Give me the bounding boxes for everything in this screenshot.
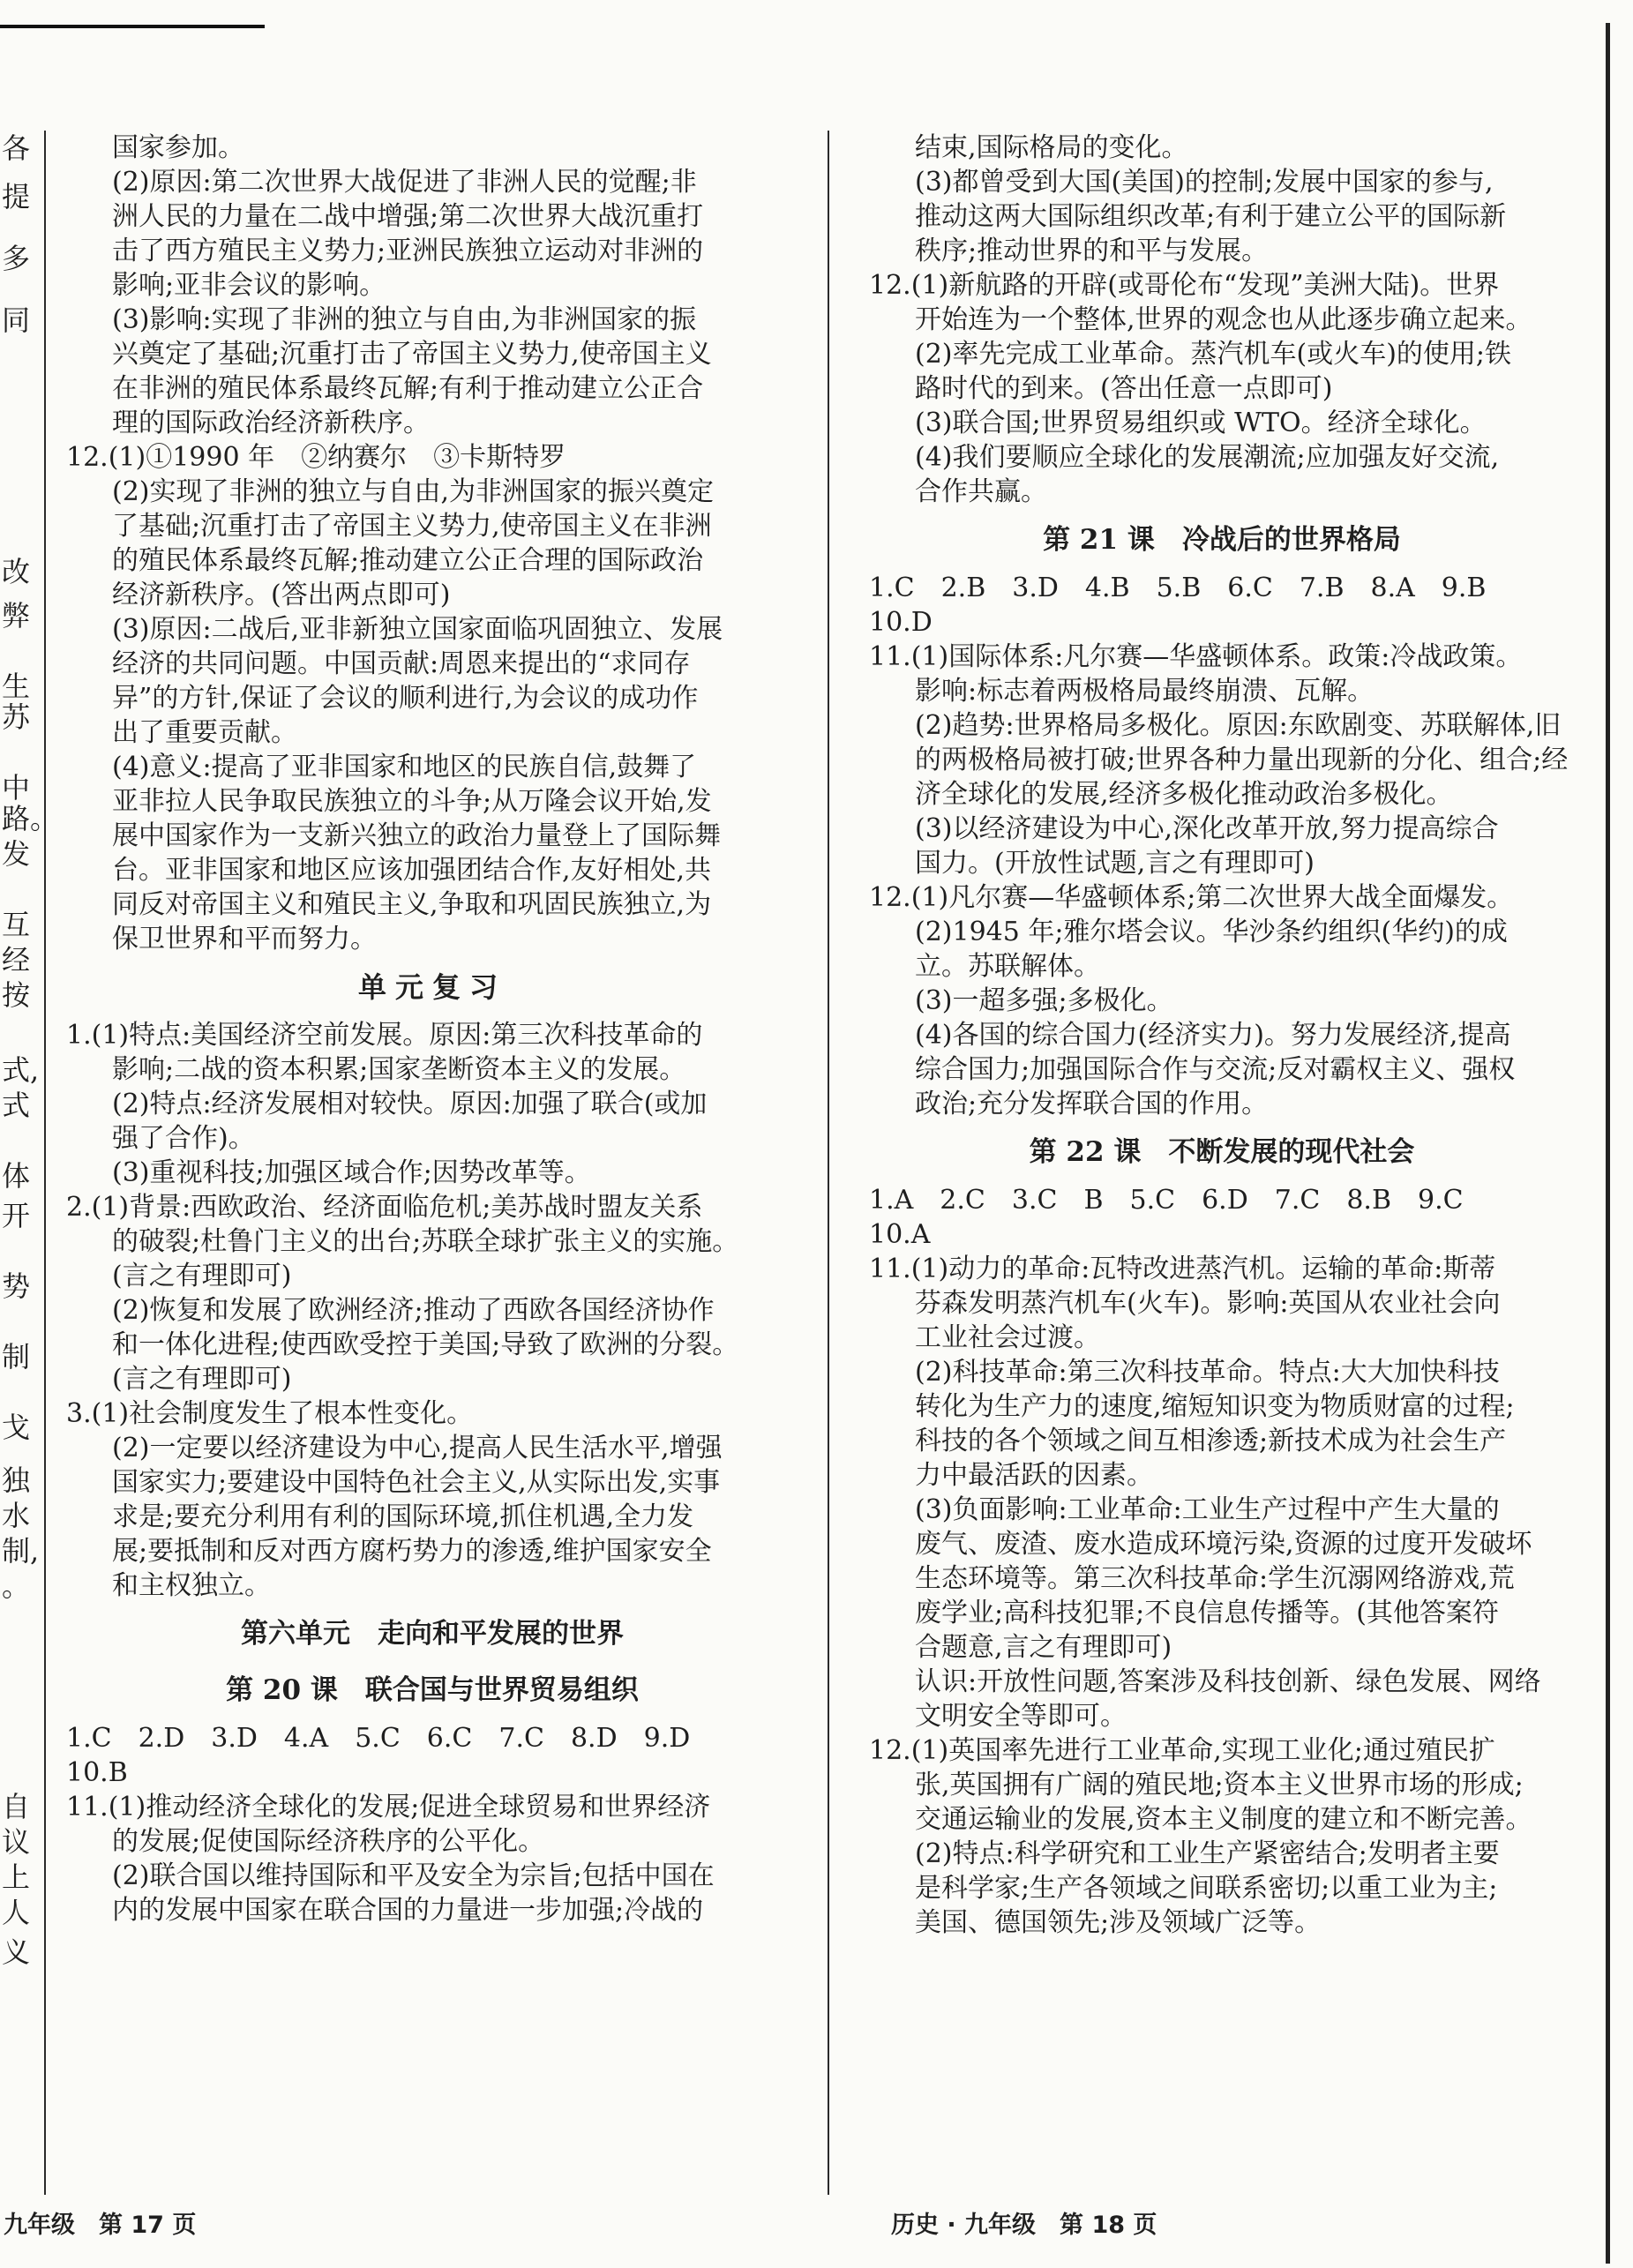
edge-fragment-char: 中	[2, 771, 31, 805]
answer-line: 同反对帝国主义和殖民主义,争取和巩固民族独立,为	[112, 889, 712, 920]
answer-line: 内的发展中国家在联合国的力量进一步加强;冷战的	[112, 1895, 704, 1926]
answer-line: 击了西方殖民主义势力;亚洲民族独立运动对非洲的	[112, 236, 704, 266]
answer-line: 理的国际政治经济新秩序。	[112, 408, 430, 438]
answer-line: 影响:标志着两极格局最终崩溃、瓦解。	[915, 676, 1375, 707]
edge-fragment-char: 戈	[2, 1411, 31, 1444]
answer-line: (2)一定要以经济建设为中心,提高人民生活水平,增强	[112, 1433, 723, 1463]
answer-line: 文明安全等即可。	[915, 1701, 1127, 1732]
edge-fragment-char: 路。	[2, 802, 59, 835]
answer-line: 生态环境等。第三次科技革命:学生沉溺网络游戏,荒	[915, 1563, 1515, 1594]
answer-line: (2)原因:第二次世界大战促进了非洲人民的觉醒;非	[112, 167, 697, 198]
answer-line: 影响;二战的资本积累;国家垄断资本主义的发展。	[112, 1054, 686, 1085]
answer-line: 是科学家;生产各领域之间联系密切;以重工业为主;	[915, 1873, 1498, 1904]
answer-line: (3)重视科技;加强区域合作;因势改革等。	[112, 1157, 591, 1188]
answer-line: 展中国家作为一支新兴独立的政治力量登上了国际舞	[112, 820, 721, 851]
answer-line: 保卫世界和平而努力。	[112, 924, 377, 954]
edge-fragment-char: 互	[2, 908, 31, 941]
section-heading: 单元复习	[357, 970, 506, 1004]
answer-line: (4)各国的综合国力(经济实力)。努力发展经济,提高	[915, 1020, 1511, 1051]
edge-fragment-char: 义	[2, 1935, 31, 1969]
answer-line: 了基础;沉重打击了帝国主义势力,使帝国主义在非洲	[112, 511, 712, 542]
answer-line: 结束,国际格局的变化。	[915, 132, 1188, 163]
edge-fragment-char: 式	[2, 1089, 31, 1122]
answer-line: 10.A	[869, 1219, 931, 1250]
answer-line: 在非洲的殖民体系最终瓦解;有利于推动建立公正合	[112, 373, 704, 404]
answer-line: 兴奠定了基础;沉重打击了帝国主义势力,使帝国主义	[112, 339, 712, 370]
answer-line: 的殖民体系最终瓦解;推动建立公正合理的国际政治	[112, 545, 704, 576]
answer-line: 12.(1)英国率先进行工业革命,实现工业化;通过殖民扩	[869, 1735, 1495, 1766]
answer-line: 力中最活跃的因素。	[915, 1460, 1153, 1491]
answer-line: (3)一超多强;多极化。	[915, 985, 1173, 1016]
answer-line: 12.(1)新航路的开辟(或哥伦布“发现”美洲大陆)。世界	[869, 270, 1500, 301]
edge-fragment-char: 同	[2, 303, 31, 337]
answer-line: 路时代的到来。(答出任意一点即可)	[915, 373, 1333, 404]
answer-line: 开始连为一个整体,世界的观念也从此逐步确立起来。	[915, 304, 1532, 335]
answer-column-left	[66, 131, 798, 1927]
edge-fragment-char: 提	[2, 180, 31, 213]
answer-line: 废气、废渣、废水造成环境污染,资源的过度开发破坏	[915, 1529, 1532, 1560]
answer-line: (3)影响:实现了非洲的独立与自由,为非洲国家的振	[112, 304, 697, 335]
answer-line: 张,英国拥有广阔的殖民地;资本主义世界市场的形成;	[915, 1770, 1524, 1800]
section-heading: 第六单元 走向和平发展的世界	[241, 1618, 624, 1650]
answer-line: (3)原因:二战后,亚非新独立国家面临巩固独立、发展	[112, 614, 723, 645]
answer-line: 异”的方针,保证了会议的顺利进行,为会议的成功作	[112, 683, 699, 714]
edge-fragment-char: 。	[2, 1569, 31, 1603]
top-rule	[0, 25, 265, 28]
answer-line: (2)趋势:世界格局多极化。原因:东欧剧变、苏联解体,旧	[915, 710, 1562, 741]
answer-line: (言之有理即可)	[112, 1364, 292, 1395]
answer-line: 出了重要贡献。	[112, 717, 297, 748]
answer-line: (3)负面影响:工业革命:工业生产过程中产生大量的	[915, 1494, 1500, 1525]
answer-line: 国力。(开放性试题,言之有理即可)	[915, 848, 1315, 879]
answer-line: 工业社会过渡。	[915, 1322, 1100, 1353]
answer-line: 12.(1)凡尔赛—华盛顿体系;第二次世界大战全面爆发。	[869, 882, 1514, 913]
answer-line: (言之有理即可)	[112, 1261, 292, 1291]
page-footer-left: 九年级 第 17 页	[4, 2212, 197, 2239]
answer-line: 11.(1)推动经济全球化的发展;促进全球贸易和世界经济	[66, 1792, 711, 1823]
answer-line: 展;要抵制和反对西方腐朽势力的渗透,维护国家安全	[112, 1536, 712, 1567]
answer-line: 10.D	[869, 607, 933, 638]
answer-line: (2)率先完成工业革命。蒸汽机车(或火车)的使用;铁	[915, 339, 1512, 370]
answer-line: (2)联合国以维持国际和平及安全为宗旨;包括中国在	[112, 1860, 715, 1891]
edge-fragment-char: 体	[2, 1159, 31, 1193]
answer-line: 经济的共同问题。中国贡献:周恩来提出的“求同存	[112, 648, 691, 679]
answer-line: 合题意,言之有理即可)	[915, 1632, 1172, 1663]
answer-line: 3.(1)社会制度发生了根本性变化。	[66, 1398, 474, 1429]
edge-fragment-char: 自	[2, 1790, 31, 1823]
edge-fragment-char: 弊	[2, 599, 31, 632]
answer-line: 废学业;高科技犯罪;不良信息传播等。(其他答案符	[915, 1598, 1499, 1628]
section-heading: 第 20 课 联合国与世界贸易组织	[226, 1674, 639, 1706]
answer-line: 1.C 2.B 3.D 4.B 5.B 6.C 7.B 8.A 9.B	[869, 573, 1487, 603]
edge-fragment-char: 发	[2, 837, 31, 871]
answer-line: 求是;要充分利用有利的国际环境,抓住机遇,全力发	[112, 1501, 694, 1532]
edge-fragment-char: 上	[2, 1860, 31, 1894]
answer-line: 和主权独立。	[112, 1570, 271, 1601]
edge-fragment-char: 各	[2, 131, 31, 165]
answer-line: 台。亚非国家和地区应该加强团结合作,友好相处,共	[112, 855, 712, 886]
answer-line: (4)我们要顺应全球化的发展潮流;应加强友好交流,	[915, 442, 1500, 473]
answer-line: (2)实现了非洲的独立与自由,为非洲国家的振兴奠定	[112, 476, 715, 507]
answer-line: 国家实力;要建设中国特色社会主义,从实际出发,实事	[112, 1467, 721, 1498]
edge-fragment-char: 人	[2, 1896, 31, 1929]
answer-line: (3)以经济建设为中心,深化改革开放,努力提高综合	[915, 813, 1499, 844]
answer-line: 11.(1)动力的革命:瓦特改进蒸汽机。运输的革命:斯蒂	[869, 1254, 1496, 1284]
answer-line: 科技的各个领域之间互相渗透;新技术成为社会生产	[915, 1426, 1507, 1456]
answer-line: 和一体化进程;使西欧受控于美国;导致了欧洲的分裂。	[112, 1329, 739, 1360]
answer-line: 10.B	[66, 1757, 128, 1788]
column-divider-left	[44, 131, 46, 2195]
answer-line: (2)特点:经济发展相对较快。原因:加强了联合(或加	[112, 1089, 708, 1119]
edge-fragment-char: 按	[2, 978, 31, 1012]
answer-line: 亚非拉人民争取民族独立的斗争;从万隆会议开始,发	[112, 786, 712, 817]
answer-line: 认识:开放性问题,答案涉及科技创新、绿色发展、网络	[915, 1666, 1541, 1697]
answer-line: 政治;充分发挥联合国的作用。	[915, 1089, 1269, 1119]
cropped-previous-page-edge	[0, 131, 59, 2195]
edge-fragment-char: 改	[2, 555, 31, 588]
answer-line: 12.(1)①1990 年 ②纳赛尔 ③卡斯特罗	[66, 442, 566, 473]
answer-line: 洲人民的力量在二战中增强;第二次世界大战沉重打	[112, 201, 704, 232]
answer-line: (2)恢复和发展了欧洲经济;推动了西欧各国经济协作	[112, 1295, 715, 1326]
answer-line: 推动这两大国际组织改革;有利于建立公平的国际新	[915, 201, 1507, 232]
answer-line: 1.C 2.D 3.D 4.A 5.C 6.C 7.C 8.D 9.D	[66, 1723, 691, 1754]
answer-line: 综合国力;加强国际合作与交流;反对霸权主义、强权	[915, 1054, 1516, 1085]
answer-line: 转化为生产力的速度,缩短知识变为物质财富的过程;	[915, 1391, 1515, 1422]
answer-line: (2)特点:科学研究和工业生产紧密结合;发明者主要	[915, 1838, 1500, 1869]
column-divider-center	[828, 131, 829, 2195]
edge-fragment-char: 经	[2, 943, 31, 977]
answer-line: 1.A 2.C 3.C B 5.C 6.D 7.C 8.B 9.C	[869, 1185, 1464, 1216]
answer-line: (2)1945 年;雅尔塔会议。华沙条约组织(华约)的成	[915, 917, 1508, 947]
answer-line: (4)意义:提高了亚非国家和地区的民族自信,鼓舞了	[112, 752, 697, 782]
edge-fragment-char: 生	[2, 670, 31, 703]
page-footer-right: 历史 · 九年级 第 18 页	[891, 2212, 1157, 2239]
answer-line: 济全球化的发展,经济多极化推动政治多极化。	[915, 779, 1453, 810]
edge-fragment-char: 势	[2, 1269, 31, 1303]
answer-line: 强了合作)。	[112, 1123, 255, 1154]
edge-fragment-char: 制	[2, 1340, 31, 1374]
answer-line: 影响;亚非会议的影响。	[112, 270, 386, 301]
edge-fragment-char: 开	[2, 1199, 31, 1232]
edge-fragment-char: 独	[2, 1463, 31, 1497]
answer-line: (3)联合国;世界贸易组织或 WTO。经济全球化。	[915, 408, 1487, 438]
section-heading: 第 22 课 不断发展的现代社会	[1029, 1136, 1415, 1168]
answer-line: 2.(1)背景:西欧政治、经济面临危机;美苏战时盟友关系	[66, 1192, 703, 1223]
answer-line: 合作共赢。	[915, 476, 1047, 507]
answer-line: 的发展;促使国际经济秩序的公平化。	[112, 1826, 545, 1857]
answer-line: 交通运输业的发展,资本主义制度的建立和不断完善。	[915, 1804, 1532, 1835]
answer-line: 秩序;推动世界的和平与发展。	[915, 236, 1269, 266]
edge-fragment-char: 议	[2, 1825, 31, 1859]
answer-line: 国家参加。	[112, 132, 244, 163]
answer-line: 芬森发明蒸汽机车(火车)。影响:英国从农业社会向	[915, 1288, 1501, 1319]
answer-line: 的两极格局被打破;世界各种力量出现新的分化、组合;经	[915, 745, 1569, 775]
section-heading: 第 21 课 冷战后的世界格局	[1043, 524, 1401, 556]
right-edge-rule	[1606, 23, 1610, 2264]
answer-line: 11.(1)国际体系:凡尔赛—华盛顿体系。政策:冷战政策。	[869, 641, 1523, 672]
answer-line: 美国、德国领先;涉及领域广泛等。	[915, 1907, 1322, 1938]
edge-fragment-char: 水	[2, 1499, 31, 1532]
answer-line: 的破裂;杜鲁门主义的出台;苏联全球扩张主义的实施。	[112, 1226, 739, 1257]
answer-line: 1.(1)特点:美国经济空前发展。原因:第三次科技革命的	[66, 1020, 703, 1051]
edge-fragment-char: 多	[2, 242, 31, 275]
answer-column-right	[869, 131, 1575, 1940]
edge-fragment-char: 式,	[2, 1053, 40, 1087]
edge-fragment-char: 制,	[2, 1534, 40, 1568]
answer-line: 立。苏联解体。	[915, 951, 1100, 982]
answer-line: 经济新秩序。(答出两点即可)	[112, 580, 451, 610]
edge-fragment-char: 苏	[2, 700, 31, 734]
answer-line: (3)都曾受到大国(美国)的控制;发展中国家的参与,	[915, 167, 1494, 198]
answer-line: (2)科技革命:第三次科技革命。特点:大大加快科技	[915, 1357, 1500, 1388]
